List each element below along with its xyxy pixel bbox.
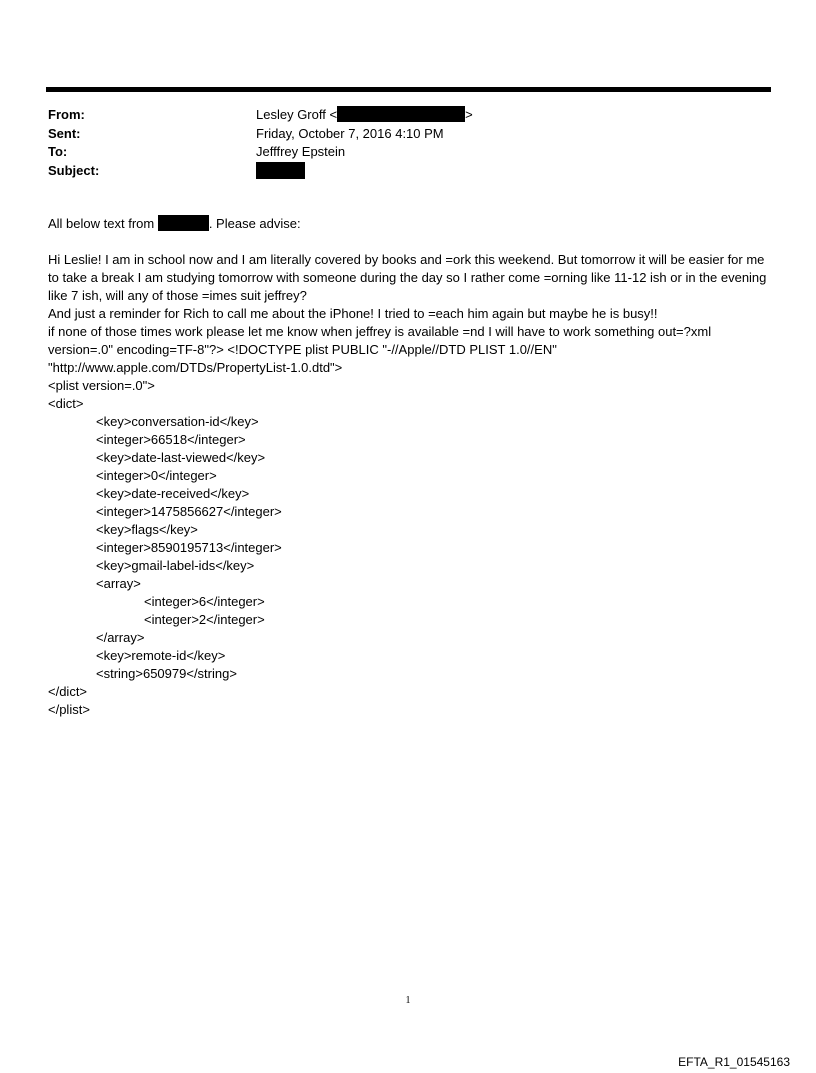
document-id: EFTA_R1_01545163 [678, 1055, 790, 1069]
subject-label: Subject: [48, 162, 100, 178]
subject-row [48, 162, 768, 181]
email-header [48, 106, 768, 180]
intro-after: . Please advise: [208, 216, 301, 231]
plist-line: <key>gmail-label-ids</key> [96, 558, 255, 573]
plist-line: </plist> [48, 702, 90, 717]
plist-line: <array> [96, 576, 141, 591]
intro-before: All below text from [48, 216, 155, 231]
plist-line: <integer>8590195713</integer> [96, 540, 282, 555]
from-value [256, 106, 473, 125]
plist-line: <integer>0</integer> [96, 468, 217, 483]
redacted-subject [256, 162, 305, 179]
sent-label: Sent: [48, 125, 81, 141]
redacted-email [337, 106, 465, 122]
plist-line: <key>conversation-id</key> [96, 414, 259, 429]
plist-line: <integer>6</integer> [144, 594, 265, 609]
plist-line: <key>remote-id</key> [96, 648, 226, 663]
sent-row [48, 125, 768, 144]
plist-line: <integer>1475856627</integer> [96, 504, 282, 519]
sent-value: Friday, October 7, 2016 4:10 PM [256, 125, 444, 141]
message-body [48, 251, 773, 377]
plist-block [48, 377, 282, 719]
plist-line: <key>date-received</key> [96, 486, 250, 501]
page-number: 1 [405, 995, 411, 1006]
from-name: Lesley Groff < [256, 107, 338, 122]
plist-line: <integer>2</integer> [144, 612, 265, 627]
to-label: To: [48, 144, 68, 159]
plist-line: </dict> [48, 684, 88, 699]
plist-line: <dict> [48, 396, 84, 411]
intro-line [48, 215, 301, 233]
to-row [48, 143, 768, 162]
redacted-name [158, 215, 209, 231]
body-paragraph-3: if none of those times work please let me know when jeffrey is available =nd I will have to work something out=?xml version=.0" encoding=TF-8"?> <!DOCTYPE plist PUBLIC "-//Apple//DTD PLIST 1.0//EN" "http://www.apple.com/DTDs/PropertyList-1.0.dtd"> [48, 324, 712, 375]
plist-line: </array> [96, 630, 145, 645]
to-value: Jefffrey Epstein [256, 144, 346, 159]
from-label: From: [48, 107, 85, 122]
body-paragraph-2: And just a reminder for Rich to call me about the iPhone! I tried to =each him again but maybe he is busy!! [48, 306, 658, 321]
from-row [48, 106, 768, 125]
plist-line: <key>flags</key> [96, 522, 198, 537]
subject-value [256, 162, 305, 182]
plist-line: <string>650979</string> [96, 666, 237, 681]
plist-line: <plist version=.0"> [48, 378, 155, 393]
plist-line: <key>date-last-viewed</key> [96, 450, 266, 465]
header-rule [46, 87, 771, 92]
plist-line: <integer>66518</integer> [96, 432, 246, 447]
from-close: > [465, 107, 473, 122]
body-paragraph-1: Hi Leslie! I am in school now and I am literally covered by books and =ork this weekend. But tomorrow it will be easier for me to take a break I am studying tomorrow with someone during the day so I rather come =orning like 11-12 ish or in the evening like 7 ish, will any of those =imes suit jeffrey? [48, 252, 767, 303]
